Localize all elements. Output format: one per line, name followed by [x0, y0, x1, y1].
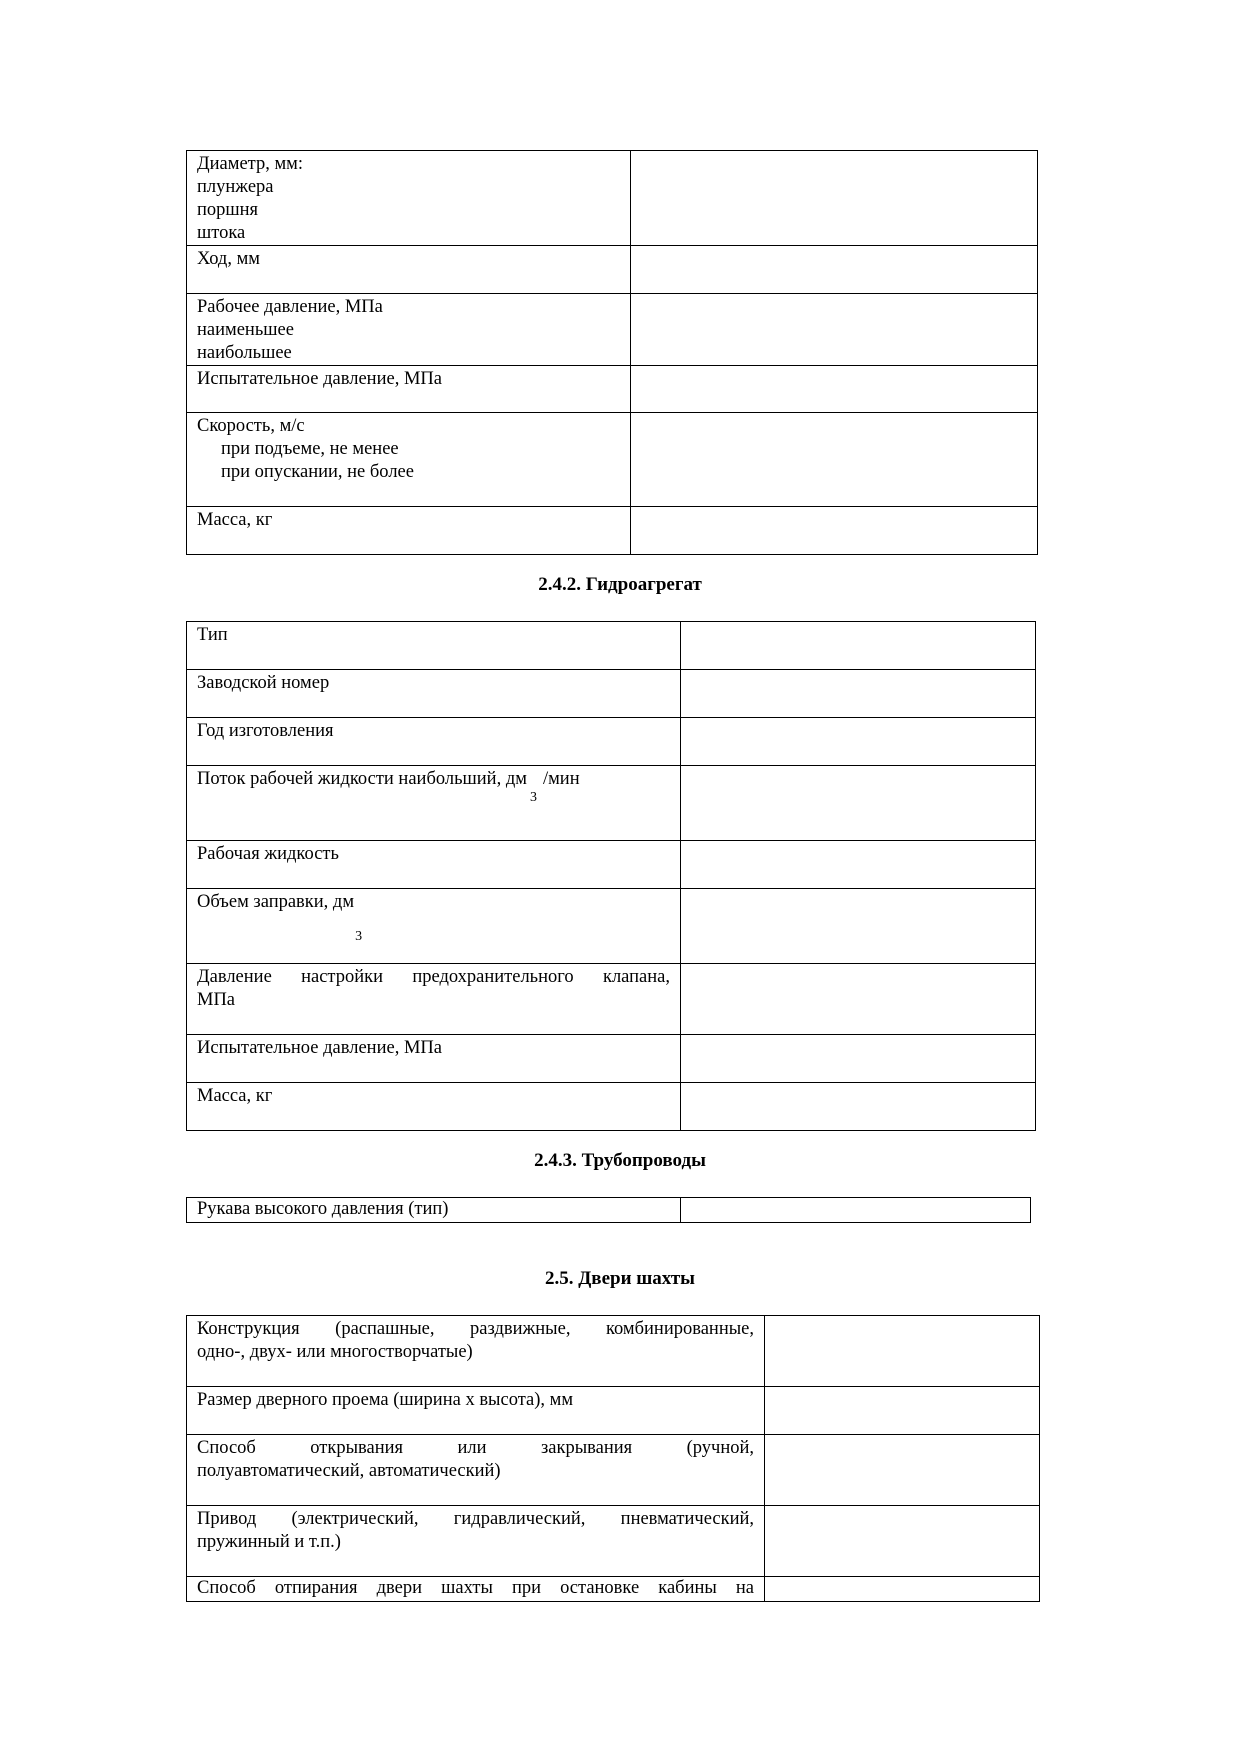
row-label: Способ отпирания двери шахты при остановке кабины на: [187, 1577, 765, 1602]
table-row: [187, 964, 1036, 1035]
value-cell[interactable]: [765, 1506, 1040, 1577]
row-label: Испытательное давление, МПа: [187, 1035, 681, 1083]
value-cell[interactable]: [681, 670, 1036, 718]
row-label: Тип: [187, 622, 681, 670]
value-cell[interactable]: [681, 1198, 1031, 1223]
row-label: Ход, мм: [187, 246, 631, 294]
row-label: Давление настройки предохранительного клапана, МПа: [187, 964, 681, 1035]
value-cell[interactable]: [681, 841, 1036, 889]
parameters-table-hydraulic-unit: [186, 621, 1036, 1131]
table-row: [187, 246, 1038, 294]
row-label: Рукава высокого давления (тип): [187, 1198, 681, 1223]
value-cell[interactable]: [631, 366, 1038, 413]
row-label: Способ открывания или закрывания (ручной, полуавтоматический, автоматический): [187, 1435, 765, 1506]
table-row: [187, 294, 1038, 366]
parameters-table-pipelines: [186, 1197, 1031, 1223]
value-cell[interactable]: [631, 413, 1038, 507]
row-label: Заводской номер: [187, 670, 681, 718]
value-cell[interactable]: [765, 1387, 1040, 1435]
value-cell[interactable]: [681, 1035, 1036, 1083]
value-cell[interactable]: [765, 1316, 1040, 1387]
row-label: Скорость, м/с при подъеме, не менее при опускании, не более: [187, 413, 631, 507]
value-cell[interactable]: [631, 294, 1038, 366]
row-label: Масса, кг: [187, 1083, 681, 1131]
row-label: Размер дверного проема (ширина х высота), мм: [187, 1387, 765, 1435]
section-heading-pipelines: 2.4.3. Трубопроводы: [534, 1150, 706, 1171]
table-row: [187, 1035, 1036, 1083]
value-cell[interactable]: [681, 718, 1036, 766]
value-cell[interactable]: [681, 622, 1036, 670]
table-row: [187, 766, 1036, 841]
value-cell[interactable]: [631, 151, 1038, 246]
table-row: [187, 1506, 1040, 1577]
value-cell[interactable]: [631, 246, 1038, 294]
table-row: [187, 1577, 1040, 1602]
row-label: Испытательное давление, МПа: [187, 366, 631, 413]
table-row: [187, 1198, 1031, 1223]
table-row: [187, 1083, 1036, 1131]
value-cell[interactable]: [631, 507, 1038, 555]
table-row: [187, 1435, 1040, 1506]
row-label: Объем заправки, дм 3: [187, 889, 681, 964]
row-label: Диаметр, мм: плунжера поршня штока: [187, 151, 631, 246]
table-row: [187, 1387, 1040, 1435]
table-row: [187, 718, 1036, 766]
value-cell[interactable]: [765, 1577, 1040, 1602]
row-label: Конструкция (распашные, раздвижные, комбинированные, одно-, двух- или многостворчатые): [187, 1316, 765, 1387]
row-label: Год изготовления: [187, 718, 681, 766]
table-row: [187, 413, 1038, 507]
value-cell[interactable]: [765, 1435, 1040, 1506]
table-row: [187, 622, 1036, 670]
parameters-table-cylinder: [186, 150, 1038, 555]
section-heading-hydraulic-unit: 2.4.2. Гидроагрегат: [538, 574, 702, 595]
value-cell[interactable]: [681, 1083, 1036, 1131]
row-label: Рабочая жидкость: [187, 841, 681, 889]
row-label: Масса, кг: [187, 507, 631, 555]
table-row: [187, 889, 1036, 964]
parameters-table-shaft-doors: [186, 1315, 1040, 1602]
cubic-exponent: 3: [355, 929, 363, 944]
value-cell[interactable]: [681, 889, 1036, 964]
table-row: [187, 841, 1036, 889]
row-label: Поток рабочей жидкости наибольший, дм 3 /мин: [187, 766, 681, 841]
row-label: Рабочее давление, МПа наименьшее наибольшее: [187, 294, 631, 366]
section-heading-shaft-doors: 2.5. Двери шахты: [544, 1268, 695, 1289]
value-cell[interactable]: [681, 964, 1036, 1035]
cubic-exponent: 3: [529, 790, 537, 805]
table-row: [187, 670, 1036, 718]
row-label: Привод (электрический, гидравлический, пневматический, пружинный и т.п.): [187, 1506, 765, 1577]
table-row: [187, 507, 1038, 555]
table-row: [187, 151, 1038, 246]
table-row: [187, 1316, 1040, 1387]
table-row: [187, 366, 1038, 413]
value-cell[interactable]: [681, 766, 1036, 841]
